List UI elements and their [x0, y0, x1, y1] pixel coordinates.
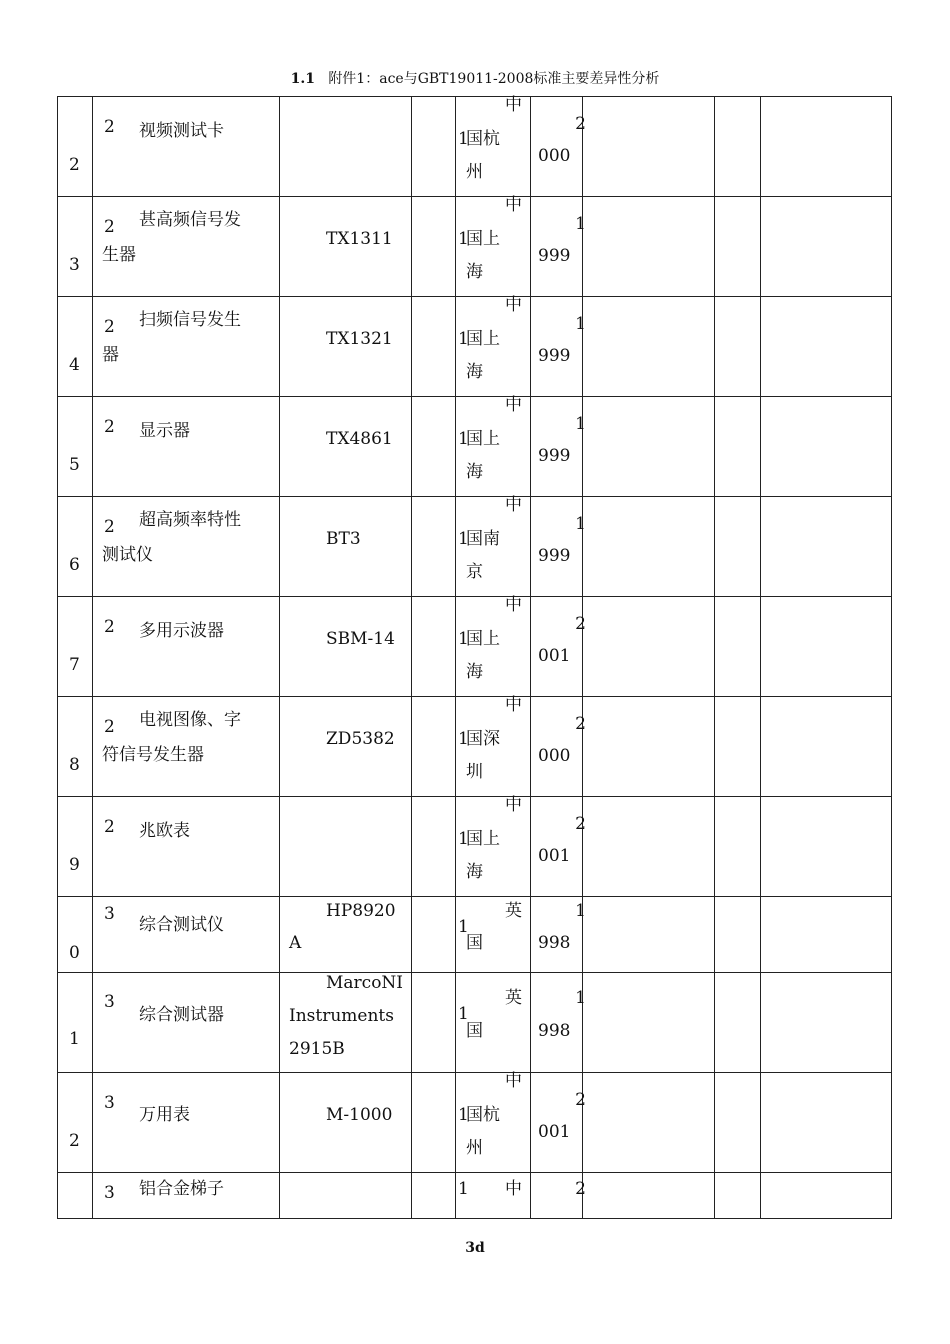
- row-index-digit: 2: [104, 417, 115, 437]
- quantity-text: 1: [458, 1004, 469, 1024]
- country-text: 中: [505, 595, 522, 615]
- year-text: 2: [575, 814, 586, 834]
- year-text: 1: [575, 414, 586, 434]
- equipment-name: 多用示波器: [139, 621, 224, 641]
- year-text: 001: [538, 1122, 571, 1142]
- equipment-model: A: [289, 933, 302, 953]
- year-text: 999: [538, 546, 571, 566]
- table-row: [58, 497, 892, 597]
- year-text: 1: [575, 514, 586, 534]
- country-text: 国上: [466, 229, 500, 249]
- table-row: [58, 597, 892, 697]
- equipment-name: 综合测试器: [139, 1005, 224, 1025]
- row-index-digit: 2: [104, 217, 115, 237]
- year-text: 1: [575, 214, 586, 234]
- equipment-model: TX4861: [326, 429, 393, 449]
- equipment-model: 2915B: [289, 1039, 345, 1059]
- country-text: 国上: [466, 829, 500, 849]
- country-text: 海: [466, 262, 483, 282]
- country-text: 中: [505, 795, 522, 815]
- quantity-text: 1: [458, 529, 469, 549]
- year-text: 999: [538, 346, 571, 366]
- country-text: 中: [505, 495, 522, 515]
- year-text: 2: [575, 1179, 586, 1199]
- country-text: 英: [505, 988, 522, 1008]
- year-text: 2: [575, 1090, 586, 1110]
- row-index-digit: 2: [69, 155, 80, 175]
- equipment-model: ZD5382: [326, 729, 395, 749]
- row-index-digit: 2: [104, 517, 115, 537]
- table-row: [58, 973, 892, 1073]
- country-text: 海: [466, 662, 483, 682]
- page-number: 3d: [465, 1240, 485, 1256]
- country-text: 国杭: [466, 129, 500, 149]
- country-text: 州: [466, 162, 483, 182]
- table-row: [58, 397, 892, 497]
- country-text: 国杭: [466, 1105, 500, 1125]
- row-index-digit: 7: [69, 655, 80, 675]
- row-index-digit: 3: [104, 1093, 115, 1113]
- country-text: 国南: [466, 529, 500, 549]
- year-text: 999: [538, 246, 571, 266]
- equipment-model: M-1000: [326, 1105, 393, 1125]
- quantity-text: 1: [458, 429, 469, 449]
- row-index-digit: 9: [69, 855, 80, 875]
- equipment-name: 符信号发生器: [102, 745, 204, 765]
- country-text: 国上: [466, 329, 500, 349]
- country-text: 海: [466, 362, 483, 382]
- equipment-name: 铝合金梯子: [139, 1179, 224, 1199]
- quantity-text: 1: [458, 729, 469, 749]
- country-text: 英: [505, 901, 522, 921]
- equipment-name: 测试仪: [102, 545, 153, 565]
- country-text: 国上: [466, 429, 500, 449]
- year-text: 001: [538, 846, 571, 866]
- row-index-digit: 3: [104, 1183, 115, 1203]
- country-text: 国: [466, 933, 483, 953]
- row-index-digit: 2: [104, 817, 115, 837]
- equipment-model: TX1321: [326, 329, 393, 349]
- country-text: 圳: [466, 762, 483, 782]
- row-index-digit: 2: [104, 117, 115, 137]
- year-text: 2: [575, 614, 586, 634]
- equipment-name: 超高频率特性: [139, 510, 241, 530]
- row-index-digit: 3: [104, 904, 115, 924]
- country-text: 国: [466, 1021, 483, 1041]
- year-text: 000: [538, 146, 571, 166]
- quantity-text: 1: [458, 129, 469, 149]
- country-text: 京: [466, 562, 483, 582]
- quantity-text: 1: [458, 229, 469, 249]
- equipment-model: MarcoNI: [326, 973, 404, 993]
- country-text: 中: [505, 95, 522, 115]
- equipment-name: 综合测试仪: [139, 915, 224, 935]
- country-text: 中: [505, 1179, 522, 1199]
- table-row: [58, 97, 892, 197]
- row-index-digit: 2: [69, 1131, 80, 1151]
- equipment-model: BT3: [326, 529, 361, 549]
- country-text: 中: [505, 195, 522, 215]
- equipment-name: 视频测试卡: [139, 121, 224, 141]
- row-index-digit: 0: [69, 943, 80, 963]
- equipment-name: 扫频信号发生: [139, 310, 241, 330]
- table-row: [58, 297, 892, 397]
- country-text: 州: [466, 1138, 483, 1158]
- row-index-digit: 8: [69, 755, 80, 775]
- row-index-digit: 6: [69, 555, 80, 575]
- country-text: 国深: [466, 729, 500, 749]
- country-text: 中: [505, 695, 522, 715]
- table-row: [58, 797, 892, 897]
- country-text: 国上: [466, 629, 500, 649]
- quantity-text: 1: [458, 329, 469, 349]
- country-text: 海: [466, 862, 483, 882]
- equipment-name: 甚高频信号发: [139, 210, 241, 230]
- row-index-digit: 2: [104, 317, 115, 337]
- row-index-digit: 5: [69, 455, 80, 475]
- country-text: 中: [505, 1071, 522, 1091]
- year-text: 000: [538, 746, 571, 766]
- table-row: [58, 897, 892, 973]
- quantity-text: 1: [458, 629, 469, 649]
- quantity-text: 1: [458, 829, 469, 849]
- equipment-name: 兆欧表: [139, 821, 190, 841]
- equipment-name: 电视图像、字: [139, 710, 241, 730]
- equipment-name: 显示器: [139, 421, 190, 441]
- quantity-text: 1: [458, 1179, 469, 1199]
- equipment-model: Instruments: [289, 1006, 394, 1026]
- row-index-digit: 2: [104, 717, 115, 737]
- equipment-name: 万用表: [139, 1105, 190, 1125]
- equipment-model: TX1311: [326, 229, 393, 249]
- year-text: 1: [575, 988, 586, 1008]
- table-row: [58, 697, 892, 797]
- year-text: 2: [575, 114, 586, 134]
- quantity-text: 1: [458, 1105, 469, 1125]
- page-header: [0, 68, 950, 88]
- equipment-model: HP8920: [326, 901, 396, 921]
- year-text: 1: [575, 314, 586, 334]
- country-text: 海: [466, 462, 483, 482]
- year-text: 001: [538, 646, 571, 666]
- year-text: 2: [575, 714, 586, 734]
- equipment-model: SBM-14: [326, 629, 395, 649]
- row-index-digit: 3: [69, 255, 80, 275]
- table-row: [58, 1073, 892, 1173]
- year-text: 999: [538, 446, 571, 466]
- equipment-name: 生器: [102, 245, 136, 265]
- equipment-table: [57, 96, 892, 1219]
- country-text: 中: [505, 395, 522, 415]
- row-index-digit: 3: [104, 992, 115, 1012]
- row-index-digit: 2: [104, 617, 115, 637]
- table-row: [58, 1173, 892, 1219]
- year-text: 998: [538, 933, 571, 953]
- equipment-name: 器: [102, 345, 119, 365]
- year-text: 1: [575, 901, 586, 921]
- table-row: [58, 197, 892, 297]
- quantity-text: 1: [458, 917, 469, 937]
- country-text: 中: [505, 295, 522, 315]
- row-index-digit: 1: [69, 1029, 80, 1049]
- header-title: 附件1：ace与GBT19011-2008标准主要差异性分析: [328, 71, 660, 87]
- row-index-digit: 4: [69, 355, 80, 375]
- header-section-number: 1.1: [290, 71, 315, 87]
- year-text: 998: [538, 1021, 571, 1041]
